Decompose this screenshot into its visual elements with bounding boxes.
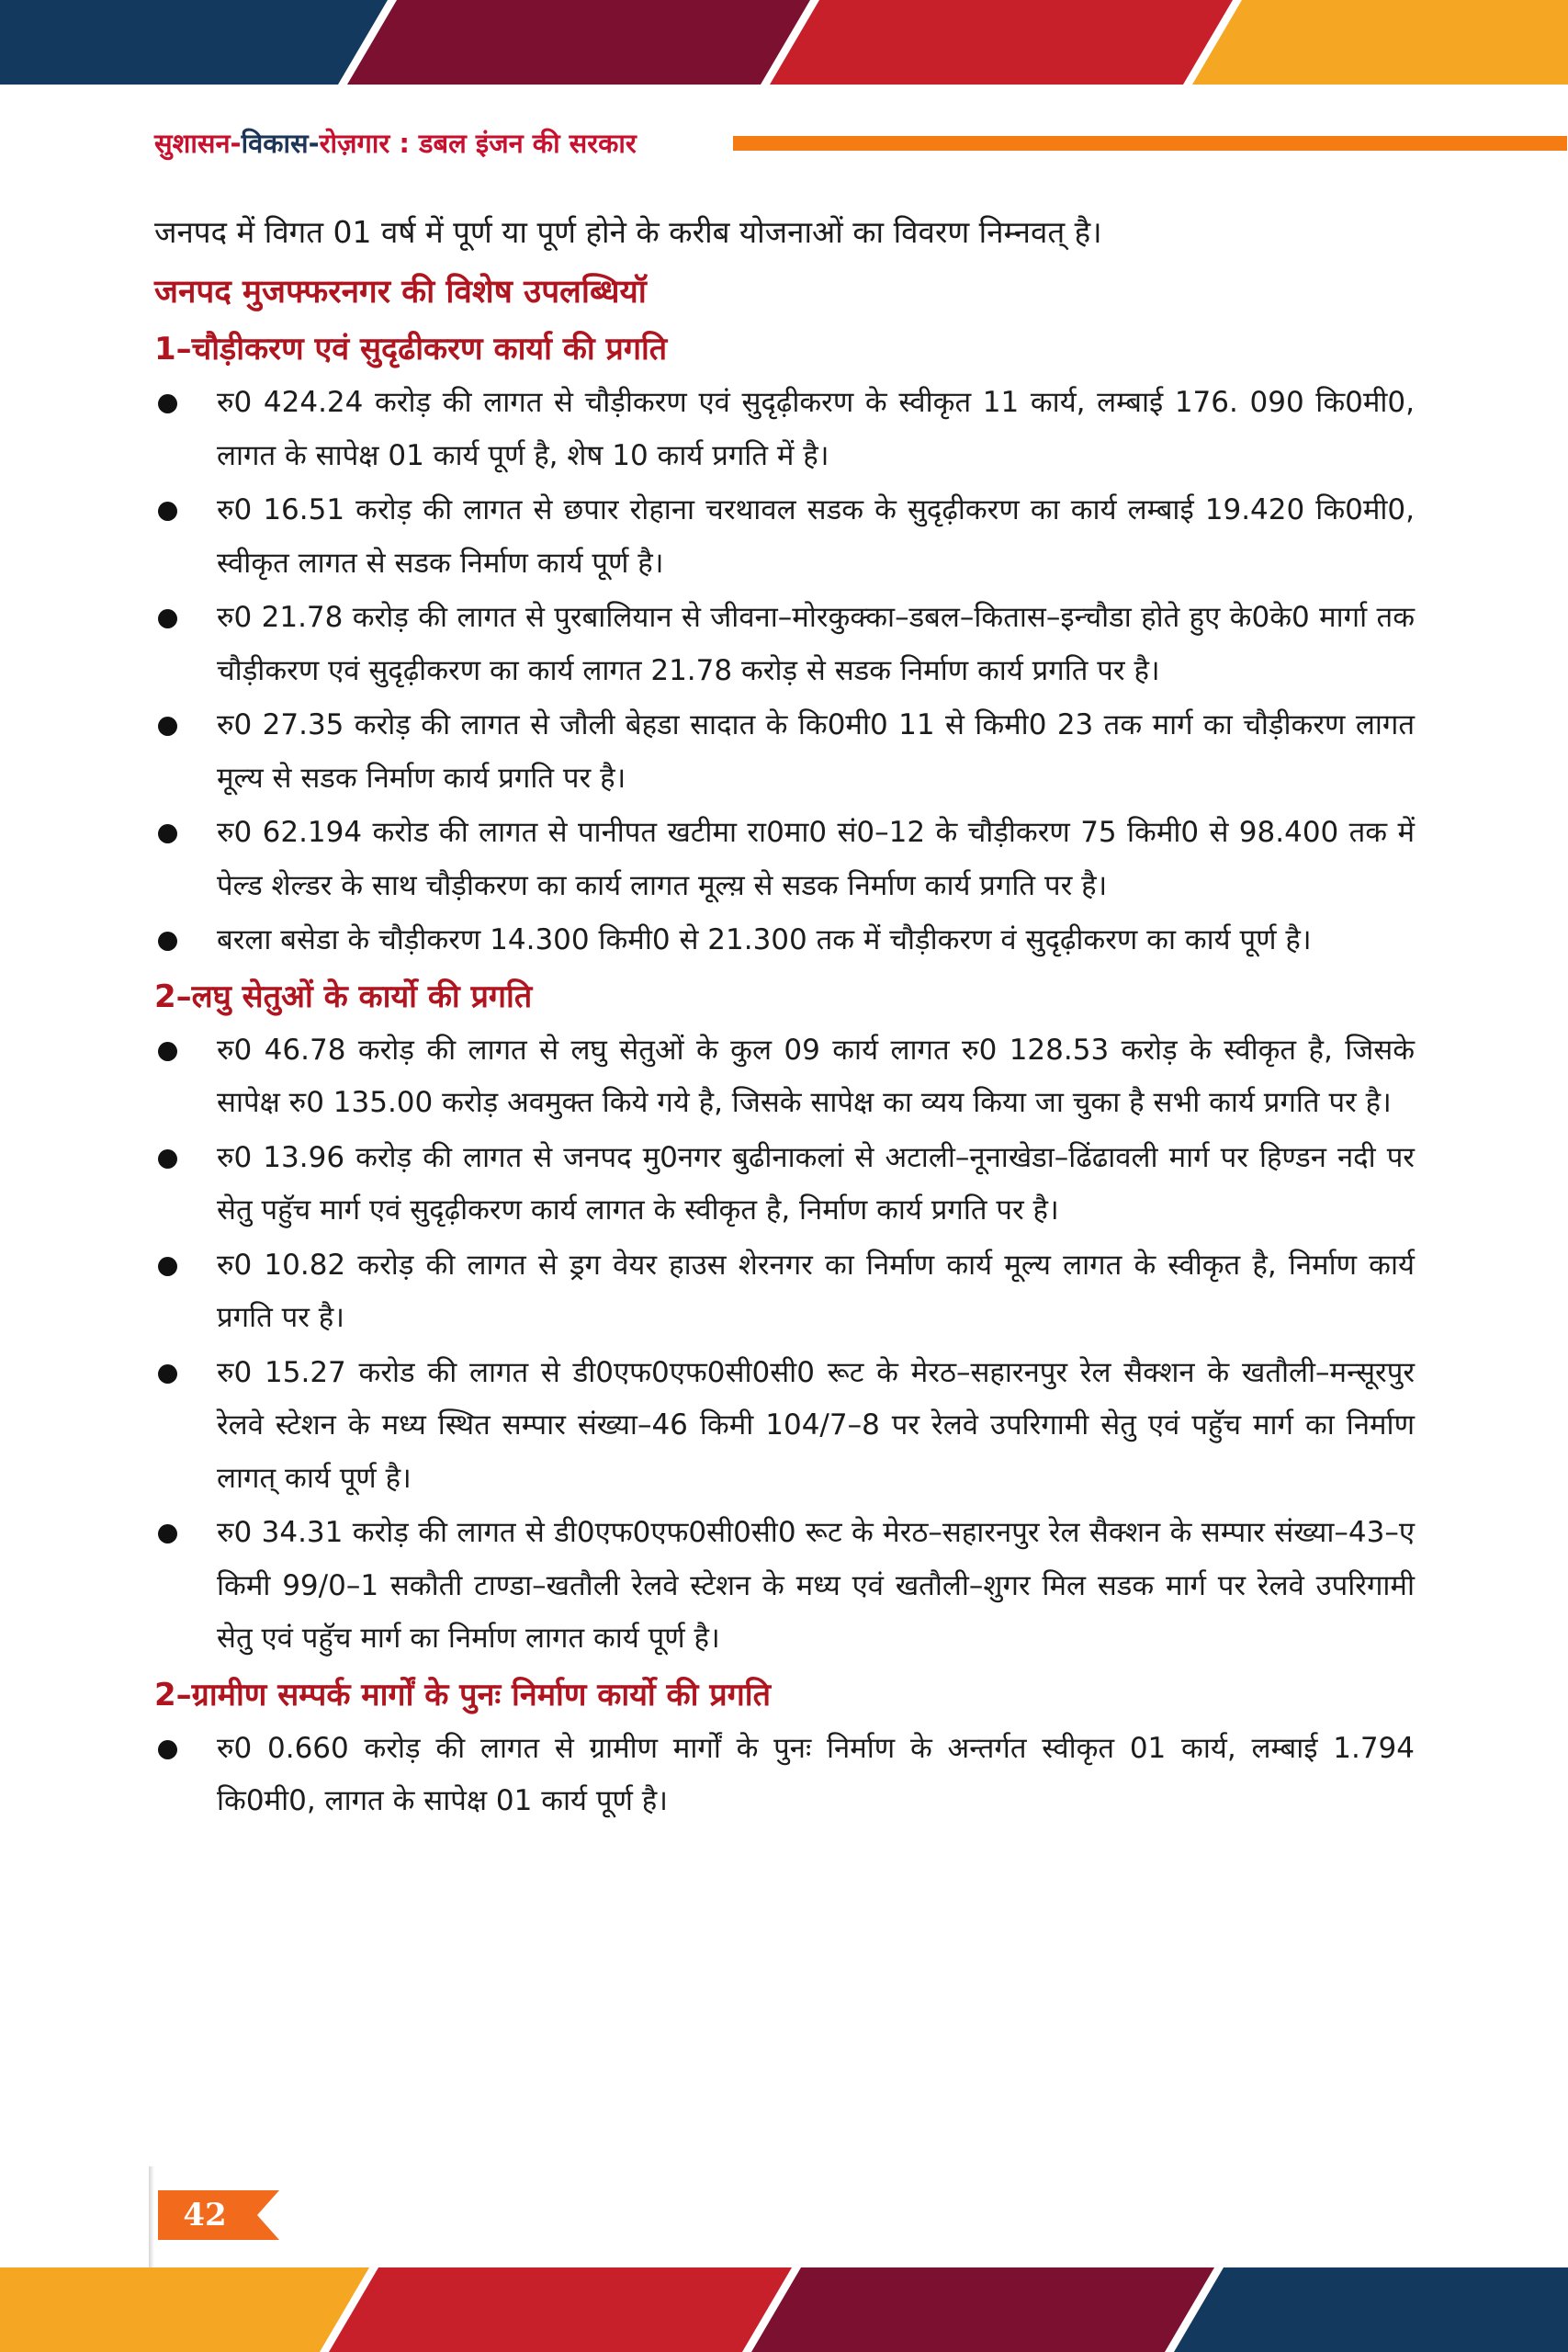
list-item (154, 484, 1415, 590)
bullet-icon (158, 1740, 177, 1759)
intro-paragraph: जनपद में विगत 01 वर्ष में पूर्ण या पूर्ण होने के करीब योजनाओं का विवरण निम्नवत् है। (154, 214, 1102, 250)
bullet-icon (158, 609, 177, 628)
list-item (154, 1347, 1415, 1506)
list-item (154, 914, 1415, 967)
page-content (154, 206, 1415, 1830)
list-item (154, 1239, 1415, 1345)
list-item-text: रु0 46.78 करोड़ की लागत से लघु सेतुओं के कुल 09 कार्य लागत रु0 128.53 करोड़ के स्वीकृत है, जिसके सापेक्ष रु0 135.00 करोड़ अवमुक्त किये गये है, जिसके सापेक्ष का व्यय किया जा चुका है सभी कार्य प्रगति पर है। (217, 1033, 1415, 1119)
list-item (154, 377, 1415, 482)
top-decorative-band (0, 0, 1568, 85)
list-item-text: बरला बसेडा के चौड़ीकरण 14.300 किमी0 से 21.300 तक में चौड़ीकरण वं सुदृढ़ीकरण का कार्य पूर्ण है। (217, 923, 1312, 956)
running-header (154, 125, 1415, 162)
bullet-icon (158, 502, 177, 521)
list-item (154, 1723, 1415, 1828)
bullet-icon (158, 1524, 177, 1544)
list-item (154, 699, 1415, 805)
main-heading: जनपद मुजफ्फरनगर की विशेष उपलब्धियॉ (154, 274, 647, 311)
bullet-icon (158, 717, 177, 736)
list-item-text: रु0 15.27 करोड की लागत से डी0एफ0एफ0सी0सी0 रूट के मेरठ–सहारनपुर रेल सैक्शन के खतौली–मन्सूरपुर रेलवे स्टेशन के मध्य स्थित सम्पार संख्या–46 किमी 104/7–8 पर रेलवे उपरिगामी सेतु एवं पहुॅच मार्ग का निर्माण लागत् कार्य पूर्ण है। (217, 1355, 1415, 1495)
list-item-text: रु0 34.31 करोड़ की लागत से डी0एफ0एफ0सी0सी0 रूट के मेरठ–सहारनपुर रेल सैक्शन के सम्पार संख्या–43–ए किमी 99/0–1 सकौती टाण्डा–खतौली रेलवे स्टेशन के मध्य एवं खतौली–शुगर मिल सडक मार्ग पर रेलवे उपरिगामी सेतु एवं पहुॅच मार्ग का निर्माण लागत कार्य पूर्ण है। (217, 1516, 1415, 1655)
list-item-text: रु0 62.194 करोड की लागत से पानीपत खटीमा रा0मा0 सं0–12 के चौड़ीकरण 75 किमी0 से 98.400 तक में पेल्ड शेल्डर के साथ चौड़ीकरण का कार्य लागत मूल्य़ से सडक निर्माण कार्य प्रगति पर है। (217, 816, 1415, 902)
bottom-decorative-band (0, 2267, 1568, 2352)
header-title (154, 125, 637, 162)
section-heading-widening: 1–चौड़ीकरण एवं सुदृढीकरण कार्या की प्रगति (154, 331, 668, 368)
list-item-text: रु0 27.35 करोड़ की लागत से जौली बेहडा सादात के कि0मी0 11 से किमी0 23 तक मार्ग का चौड़ीकरण लागत मूल्य से सडक निर्माण कार्य प्रगति पर है। (217, 708, 1415, 795)
bullet-icon (158, 1042, 177, 1061)
header-title-part3: रोज़गार : डबल इंजन की सरकार (319, 128, 637, 159)
list-item-text: रु0 10.82 करोड़ की लागत से ड्रग वेयर हाउस शेरनगर का निर्माण कार्य मूल्य लागत के स्वीकृत है, निर्माण कार्य प्रगति पर है। (217, 1248, 1415, 1334)
section-heading-minor-bridges: 2–लघु सेतुओं के कार्यो की प्रगति (154, 978, 533, 1015)
bullet-icon (158, 1364, 177, 1384)
list-item-text: रु0 13.96 करोड़ की लागत से जनपद मु0नगर बुढीनाकलां से अटाली–नूनाखेडा–ढिंढावली मार्ग पर हिण्डन नदी पर सेतु पहुॅच मार्ग एवं सुदृढ़ीकरण कार्य लागत के स्वीकृत है, निर्माण कार्य प्रगति पर है। (217, 1140, 1415, 1227)
bullet-icon (158, 932, 177, 951)
list-item (154, 1507, 1415, 1666)
bullet-icon (158, 1257, 177, 1276)
page-number: 42 (183, 2197, 227, 2233)
list-item (154, 807, 1415, 912)
list-item-text: रु0 0.660 करोड़ की लागत से ग्रामीण मार्गों के पुनः निर्माण के अन्तर्गत स्वीकृत 01 कार्य, लम्बाई 1.794 कि0मी0, लागत के सापेक्ष 01 कार्य पूर्ण है। (217, 1731, 1415, 1817)
page-edge-shadow (149, 2166, 154, 2277)
list-item (154, 1132, 1415, 1238)
list-item-text: रु0 21.78 करोड़ की लागत से पुरबालियान से जीवना–मोरकुक्का–डबल–कितास–इन्चौडा होते हुए के0के0 मार्गा तक चौड़ीकरण एवं सुदृढ़ीकरण का कार्य लागत 21.78 करोड़ से सडक निर्माण कार्य प्रगति पर है। (217, 601, 1415, 687)
list-item (154, 592, 1415, 697)
bullet-icon (158, 394, 177, 413)
header-accent-bar (733, 136, 1567, 151)
header-title-part2: विकास- (241, 128, 320, 159)
section-heading-rural-roads: 2–ग्रामीण सम्पर्क मार्गों के पुनः निर्माण कार्यो की प्रगति (154, 1676, 771, 1713)
list-item (154, 1024, 1415, 1130)
bullet-icon (158, 1149, 177, 1169)
list-item-text: रु0 16.51 करोड़ की लागत से छपार रोहाना चरथावल सडक के सुदृढ़ीकरण का कार्य लम्बाई 19.420 कि0मी0, स्वीकृत लागत से सडक निर्माण कार्य पूर्ण है। (217, 493, 1415, 580)
bullet-icon (158, 824, 177, 843)
header-title-part1: सुशासन- (154, 128, 242, 159)
list-item-text: रु0 424.24 करोड़ की लागत से चौड़ीकरण एवं सुदृढ़ीकरण के स्वीकृत 11 कार्य, लम्बाई 176. 090 कि0मी0, लागत के सापेक्ष 01 कार्य पूर्ण है, शेष 10 कार्य प्रगति में है। (217, 386, 1415, 472)
